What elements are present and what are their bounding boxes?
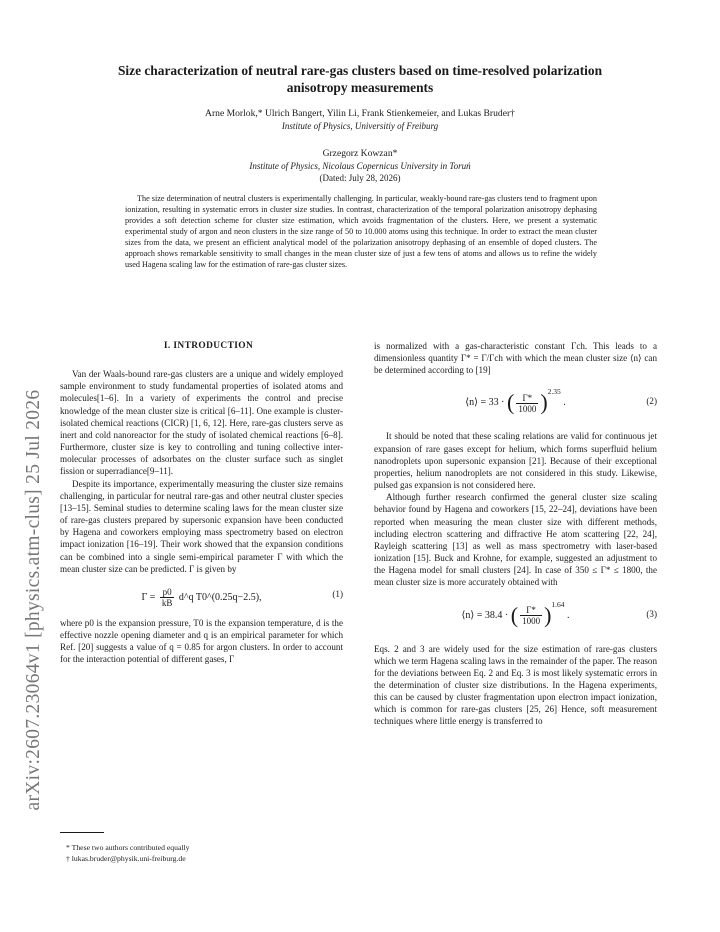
right-column [374,340,657,728]
equation-1 [60,581,343,609]
arxiv-identifier: arXiv:2607.23064v1 [physics.atm-clus] 25 Jul 2026 [23,389,44,810]
eq3-lhs: ⟨n⟩ = 38.4 · [461,609,509,621]
equation-3: ⟨n⟩ = 38.4 · ( $\frac{\Gamma*}{1000}$ )$^{1.64}$ . (3) [461,599,657,628]
intro-paragraph-3: where p0 is the expansion pressure, T0 is the expansion temperature, d is the effective nozzle opening diameter and q is an empirical parameter for which Ref. [20] suggests a value of q = 0.85 for argon clusters. In order to account for the interaction potential of different gases, Γ [60,617,343,665]
intro-paragraph-1: Van der Waals-bound rare-gas clusters are a unique and widely employed sample environment to study fundamental properties of isolated atoms and molecules[1–6]. In a variety of experiments the control and precise knowledge of the mean cluster size is critical [6–11]. One example is cluster-isolated chemical reactions (CICR) [1, 6, 12]. Here, rare-gas clusters serve as inert and cold nanoreactor for the study of isolated chemical reactions [6–8]. Furthermore, cluster size is key to controlling and tuning collective inter-molecular processes of adsorbates on the cluster surface such as singlet fission or superradiance[9–11]. [60,369,343,477]
section-heading: I. INTRODUCTION [163,341,254,351]
title-line-1: Size characterization of neutral rare-gas clusters based on time-resolved polarization [117,63,603,78]
eq3-fraction [520,605,542,626]
eq2-numerator: Γ* [516,393,538,404]
affiliation-1: Institute of Physics, Universitiy of Freiburg [281,121,439,131]
abstract [125,193,597,270]
author-list-1: Arne Morlok,* Ulrich Bangert, Yilin Li, Frank Stienkemeier, and Lukas Bruder† [205,108,515,119]
eq1-denominator: kB [161,597,173,608]
eq1-lhs: Γ = [141,591,156,603]
eq3-denominator: 1000 [522,615,541,626]
title-line-2: anisotropy measurements [286,80,434,95]
footnote-rule [60,832,104,833]
eq3-numerator: Γ* [520,605,542,616]
eq1-fraction [160,587,175,608]
date-line: (Dated: July 28, 2026) [319,173,401,183]
affiliation-2: Institute of Physics, Nicolaus Copernicus University in Toruń [249,161,471,171]
eq2-number: (2) [646,396,657,407]
left-column [60,340,343,665]
eq2-lhs: ⟨n⟩ = 33 · [465,397,505,409]
eq1-tail: d^q T0^(0.25q−2.5), [178,591,262,603]
intro-paragraph-2: Despite its importance, experimentally measuring the cluster size remains challenging, in particular for neutral rare-gas and other neutral cluster species [13–15]. Seminal studies to determine scaling laws for the mean cluster size of rare-gas clusters prepared by supersonic expansion have been conducted by Hagena and coworkers employing mass spectrometry based on electron impact ionization [16–19]. Their work showed that the expansion conditions can be combined into a single semi-empirical parameter Γ with which the mean cluster size can be predicted. Γ is given by [60,478,343,574]
footnotes [60,842,343,864]
footnote-2: † lukas.bruder@physik.uni-freiburg.de [66,854,186,863]
eq3-number: (3) [646,608,657,619]
eq1-number: (1) [332,588,343,599]
right-paragraph-1: is normalized with a gas-characteristic constant Γch. This leads to a dimensionless quantity Γ* = Γ/Γch with which the mean cluster size ⟨n⟩ can be determined according to [19] [374,341,657,376]
equation-2: ⟨n⟩ = 33 · ( $\frac{\Gamma*}{1000}$ )$^{2.35}$ . (2) [465,387,657,416]
abstract-text: The size determination of neutral clusters is experimentally challenging. In particular, weakly-bound rare-gas clusters tend to fragment upon ionization, resulting in systematic errors in cluster size studies. In contrast, characterization of the temporal polarization anisotropy dephasing provides a soft detection scheme for cluster size estimation, which avoids fragmentation of the clusters. Here, we present a systematic experimental study of argon and neon clusters in the size range of 50 to 10.000 atoms using this technique. In order to extract the mean cluster sizes from the data, we present an efficient analytical model of the polarization anisotropy dephasing of an ensemble of doped clusters. The approach shows remarkable sensitivity to small changes in the mean cluster size of just a few tens of atoms and allows us to refine the widely used Hagena scaling law for the estimation of rare-gas cluster sizes. [125,194,597,269]
paper-title [60,62,660,96]
arxiv-side-stamp [22,322,46,877]
eq1-numerator: p0 [160,587,175,598]
eq2-denominator: 1000 [518,403,537,414]
eq2-exponent: 2.35 [547,387,561,397]
author-list-2: Grzegorz Kowzan* [322,148,398,159]
eq2-fraction [516,393,538,414]
right-paragraph-3: Although further research confirmed the general cluster size scaling behavior found by Hagena and coworkers [15, 22–24], deviations have been reported when measuring the mean cluster size with different methods, including electron scattering and diffractive He atom scattering [22, 24], Rayleigh scattering [13] as well as mass spectrometry with laser-based ionization [15]. Buck and Krohne, for example, suggested an adjustment to the Hagena model for small clusters [24]. In case of 350 ≤ Γ* ≤ 1800, the mean cluster size is more accurately obtained with [374,492,657,588]
footnote-1: * These two authors contributed equally [66,843,190,852]
right-paragraph-2: It should be noted that these scaling relations are valid for continuous jet expansion of rare gases except for helium, which forms superfluid helium nanodroplets upon supersonic expansion [21]. Because of their exceptional properties, helium nanodroplets are not considered in this study. Likewise, pulsed gas expansion is not considered here. [374,431,657,491]
eq3-exponent: 1.64 [551,599,565,609]
right-paragraph-4: Eqs. 2 and 3 are widely used for the size estimation of rare-gas clusters which we term Hagena scaling laws in the remainder of the paper. The reason for the deviations between Eq. 2 and Eq. 3 is most likely systematic errors in the determination of cluster size distributions. In the Hagena experiments, this can be caused by cluster fragmentation upon electron impact ionization, which is common for rare-gas clusters [25, 26] Hence, soft measurement techniques where little energy is transferred to [374,643,657,727]
